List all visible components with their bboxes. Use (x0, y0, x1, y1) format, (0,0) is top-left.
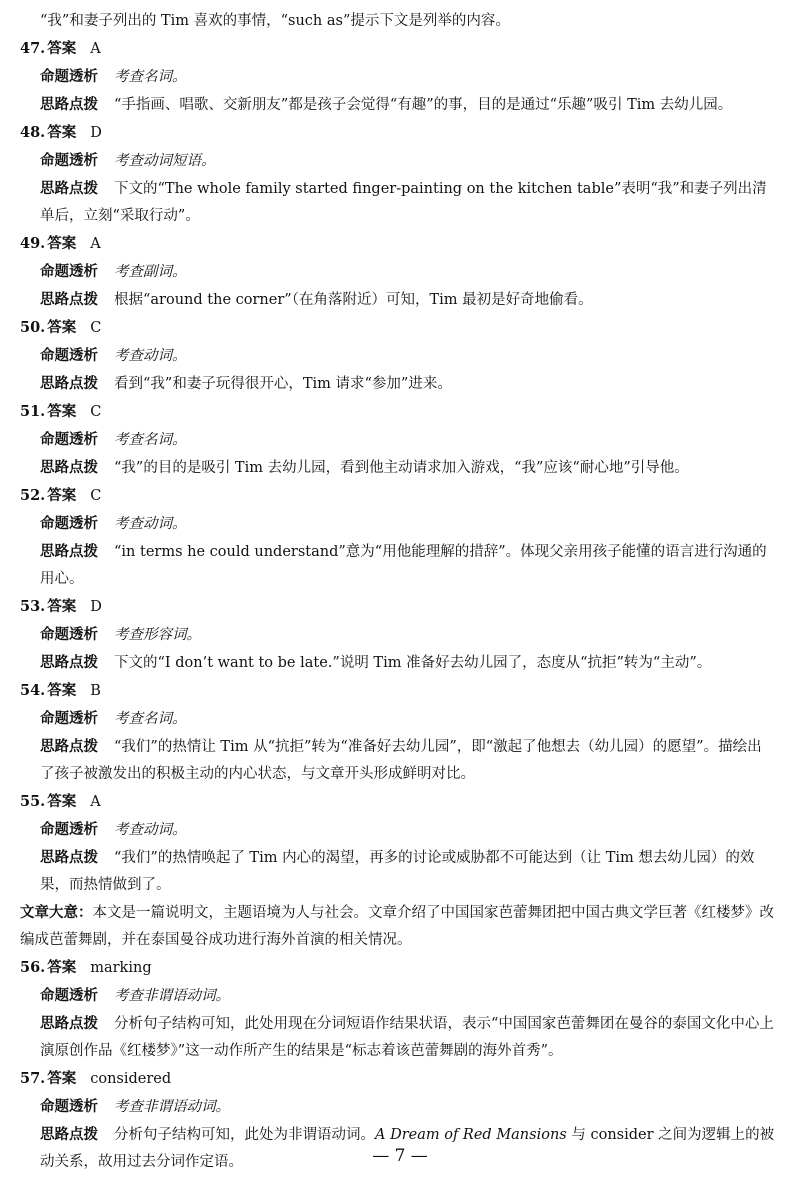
answer-label: 答案 (47, 235, 77, 252)
answer-line (20, 35, 776, 63)
analysis-text: 考查动词。 (114, 348, 187, 364)
analysis-line (20, 621, 776, 649)
hint-text: “in terms he could understand”意为“用他能理解的措辞”。体现父亲用孩子能懂的语言进行沟通的用心。 (40, 544, 767, 587)
hint-line (20, 175, 776, 230)
analysis-label: 命题透析 (40, 987, 98, 1004)
analysis-line (20, 705, 776, 733)
answer-label: 答案 (47, 682, 77, 699)
analysis-line (20, 982, 776, 1010)
analysis-text: 考查动词。 (114, 516, 187, 532)
hint-label: 思路点拨 (40, 291, 98, 308)
analysis-line (20, 1093, 776, 1121)
analysis-line (20, 258, 776, 286)
answer-value: B (90, 683, 101, 699)
answer-value: A (90, 41, 101, 57)
analysis-label: 命题透析 (40, 431, 98, 448)
answer-label: 答案 (47, 959, 77, 976)
analysis-line (20, 426, 776, 454)
answer-block (20, 314, 776, 398)
hint-text-post: 与 consider 之间为逻辑上的被动关系，故用过去分词作定语。 (40, 1127, 775, 1170)
answer-value: C (90, 404, 102, 420)
question-number: 54. (20, 682, 46, 699)
analysis-text: 考查非谓语动词。 (114, 988, 230, 1004)
analysis-label: 命题透析 (40, 263, 98, 280)
hint-label: 思路点拨 (40, 1126, 98, 1143)
hint-text: “手指画、唱歌、交新朋友”都是孩子会觉得“有趣”的事，目的是通过“乐趣”吸引 Tim 去幼儿园。 (114, 97, 733, 113)
hint-text: “我们”的热情唤起了 Tim 内心的渴望，再多的讨论或威胁都不可能达到（让 Tim 想去幼儿园）的效果，而热情做到了。 (40, 850, 755, 893)
answer-value: C (90, 488, 102, 504)
summary-label: 文章大意： (20, 904, 93, 921)
answer-block (20, 119, 776, 230)
hint-label: 思路点拨 (40, 180, 98, 197)
question-number: 56. (20, 959, 46, 976)
answer-block (20, 593, 776, 677)
answer-block (20, 482, 776, 593)
analysis-label: 命题透析 (40, 515, 98, 532)
analysis-text: 考查名词。 (114, 69, 187, 85)
analysis-label: 命题透析 (40, 1098, 98, 1115)
answer-line (20, 314, 776, 342)
hint-label: 思路点拨 (40, 738, 98, 755)
analysis-text: 考查非谓语动词。 (114, 1099, 230, 1115)
question-list (20, 35, 776, 899)
hint-line (20, 649, 776, 677)
analysis-text: 考查动词。 (114, 822, 187, 838)
hint-line (20, 370, 776, 398)
analysis-line (20, 816, 776, 844)
hint-line (20, 454, 776, 482)
answer-line (20, 593, 776, 621)
hint-line (20, 733, 776, 788)
hint-text: 下文的“The whole family started finger-painting on the kitchen table”表明“我”和妻子列出清单后，立刻“采取行动”。 (40, 181, 767, 224)
answer-block (20, 398, 776, 482)
hint-text: “我们”的热情让 Tim 从“抗拒”转为“准备好去幼儿园”，即“激起了他想去（幼儿园）的愿望”。描绘出了孩子被激发出的积极主动的内心状态，与文章开头形成鲜明对比。 (40, 739, 762, 782)
answer-block (20, 788, 776, 899)
analysis-text: 考查副词。 (114, 264, 187, 280)
answer-label: 答案 (47, 1070, 77, 1087)
answer-line (20, 1065, 776, 1093)
answer-value: A (90, 236, 101, 252)
answer-block (20, 677, 776, 788)
hint-label: 思路点拨 (40, 1015, 98, 1032)
analysis-label: 命题透析 (40, 626, 98, 643)
hint-text: 分析句子结构可知，此处为非谓语动词。 (114, 1127, 375, 1143)
analysis-line (20, 63, 776, 91)
hint-label: 思路点拨 (40, 849, 98, 866)
hint-label: 思路点拨 (40, 375, 98, 392)
analysis-line (20, 342, 776, 370)
answer-line (20, 230, 776, 258)
answer-label: 答案 (47, 40, 77, 57)
hint-line (20, 844, 776, 899)
hint-text: 分析句子结构可知，此处用现在分词短语作结果状语，表示“中国国家芭蕾舞团在曼谷的泰国文化中心上演原创作品《红楼梦》”这一动作所产生的结果是“标志着该芭蕾舞剧的海外首秀”。 (40, 1016, 774, 1059)
hint-line (20, 1010, 776, 1065)
question-number: 53. (20, 598, 46, 615)
analysis-text: 考查动词短语。 (114, 153, 216, 169)
answer-label: 答案 (47, 487, 77, 504)
hint-title-italic: A Dream of Red Mansions (375, 1127, 567, 1143)
answer-value: marking (90, 960, 152, 976)
answer-value: A (90, 794, 101, 810)
question-number: 52. (20, 487, 46, 504)
analysis-label: 命题透析 (40, 68, 98, 85)
hint-line (20, 91, 776, 119)
hint-label: 思路点拨 (40, 96, 98, 113)
answer-line (20, 954, 776, 982)
answer-label: 答案 (47, 319, 77, 336)
summary-text: 本文是一篇说明文，主题语境为人与社会。文章介绍了中国国家芭蕾舞团把中国古典文学巨著《红楼梦》改编成芭蕾舞剧，并在泰国曼谷成功进行海外首演的相关情况。 (20, 905, 774, 948)
answer-value: D (90, 125, 102, 141)
answer-line (20, 482, 776, 510)
analysis-line (20, 510, 776, 538)
question-number: 49. (20, 235, 46, 252)
question-number: 48. (20, 124, 46, 141)
hint-label: 思路点拨 (40, 654, 98, 671)
answer-label: 答案 (47, 598, 77, 615)
page-number: — 7 — (372, 1146, 428, 1166)
answer-label: 答案 (47, 124, 77, 141)
hint-line (20, 538, 776, 593)
answer-block (20, 35, 776, 119)
answer-line (20, 788, 776, 816)
answer-block (20, 954, 776, 1065)
answer-block (20, 230, 776, 314)
analysis-text: 考查名词。 (114, 711, 187, 727)
question-number: 47. (20, 40, 46, 57)
hint-text: 看到“我”和妻子玩得很开心，Tim 请求“参加”进来。 (114, 376, 452, 392)
hint-label: 思路点拨 (40, 459, 98, 476)
answer-value: C (90, 320, 102, 336)
answer-label: 答案 (47, 403, 77, 420)
answer-value: considered (90, 1071, 172, 1087)
question-number: 51. (20, 403, 46, 420)
question-list-2 (20, 954, 776, 1176)
article-summary (20, 899, 776, 954)
answer-line (20, 677, 776, 705)
hint-text: 下文的“I don’t want to be late.”说明 Tim 准备好去幼儿园了，态度从“抗拒”转为“主动”。 (114, 655, 712, 671)
answer-value: D (90, 599, 102, 615)
answer-line (20, 398, 776, 426)
question-number: 57. (20, 1070, 46, 1087)
analysis-line (20, 147, 776, 175)
answer-line (20, 119, 776, 147)
hint-text: “我”的目的是吸引 Tim 去幼儿园，看到他主动请求加入游戏，“我”应该“耐心地”引导他。 (114, 460, 689, 476)
analysis-label: 命题透析 (40, 347, 98, 364)
answer-label: 答案 (47, 793, 77, 810)
question-number: 50. (20, 319, 46, 336)
analysis-text: 考查名词。 (114, 432, 187, 448)
hint-label: 思路点拨 (40, 543, 98, 560)
analysis-text: 考查形容词。 (114, 627, 201, 643)
analysis-label: 命题透析 (40, 821, 98, 838)
question-number: 55. (20, 793, 46, 810)
analysis-label: 命题透析 (40, 710, 98, 727)
hint-text: 根据“around the corner”（在角落附近）可知，Tim 最初是好奇地偷看。 (114, 292, 593, 308)
hint-line (20, 286, 776, 314)
analysis-label: 命题透析 (40, 152, 98, 169)
intro-line: “我”和妻子列出的 Tim 喜欢的事情，“such as”提示下文是列举的内容。 (40, 13, 510, 29)
